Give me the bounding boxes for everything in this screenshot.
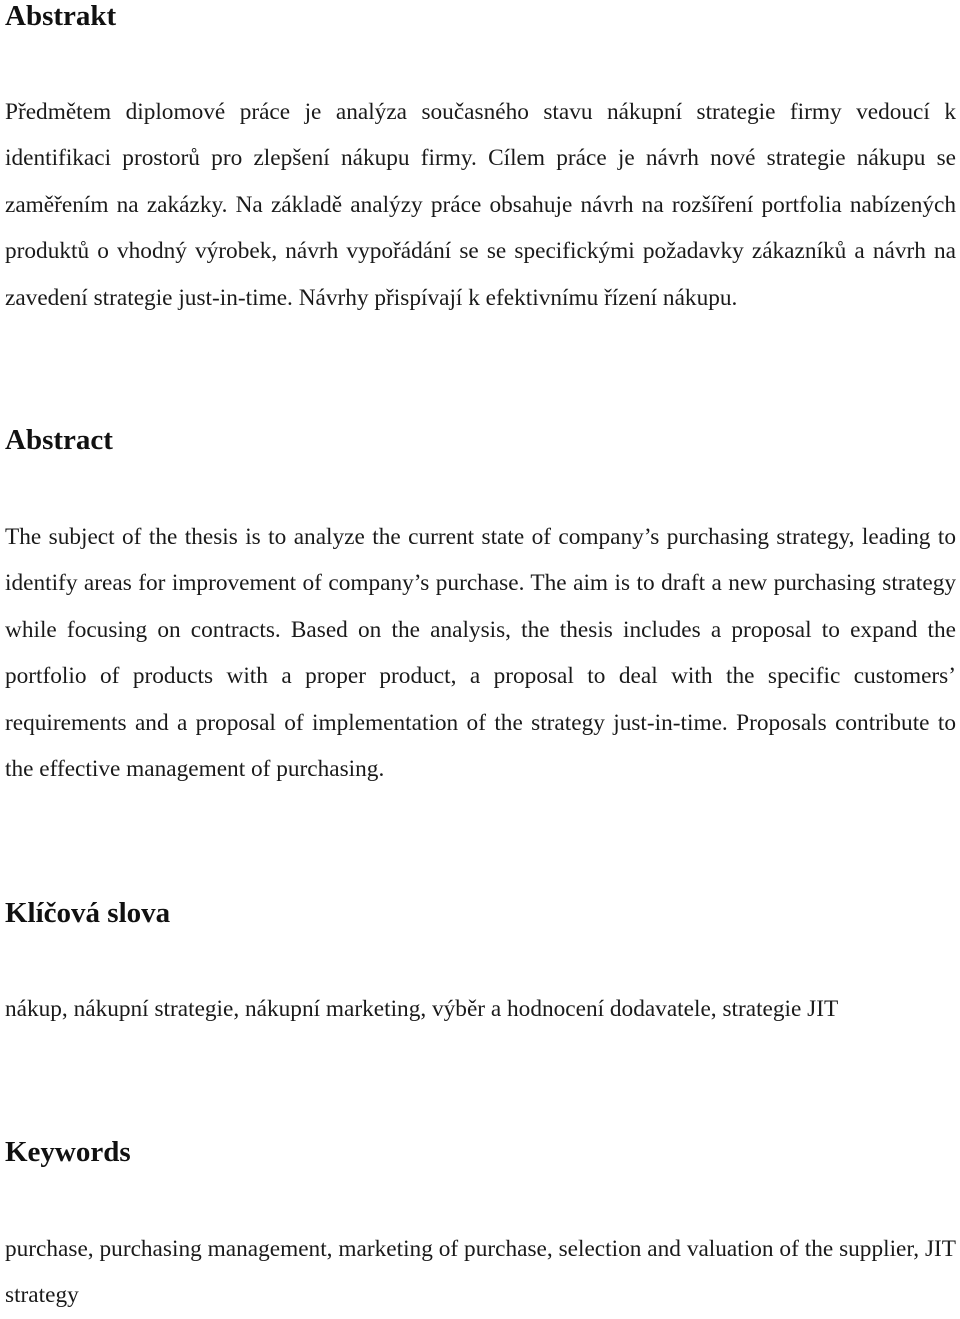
klicova-slova-paragraph: nákup, nákupní strategie, nákupní marketing, výběr a hodnocení dodavatele, strategie JIT bbox=[5, 996, 839, 1022]
keywords-paragraph: purchase, purchasing management, marketing of purchase, selection and valuation of the supplier, JIT strategy bbox=[5, 1236, 956, 1309]
keywords-heading: Keywords bbox=[5, 1136, 131, 1168]
abstract-heading: Abstract bbox=[5, 424, 113, 456]
abstrakt-heading: Abstrakt bbox=[5, 0, 117, 32]
abstract-paragraph: The subject of the thesis is to analyze the current state of company’s purchasing strategy, leading to identify areas for improvement of company’s purchase. The aim is to draft a new purchasing strategy while focusing on contracts. Based on the analysis, the thesis includes a proposal to expand the portfolio of products with a proper product, a proposal to deal with the specific customers’ requirements and a proposal of implementation of the strategy just-in-time. Proposals contribute to the effective management of purchasing. bbox=[5, 524, 956, 783]
klicova-slova-heading: Klíčová slova bbox=[5, 897, 171, 929]
abstrakt-paragraph: Předmětem diplomové práce je analýza současného stavu nákupní strategie firmy vedoucí k identifikaci prostorů pro zlepšení nákupu firmy. Cílem práce je návrh nové strategie nákupu se zaměřením na zakázky. Na základě analýzy práce obsahuje návrh na rozšíření portfolia nabízených produktů o vhodný výrobek, návrh vypořádání se se specifickými požadavky zákazníků a návrh na zavedení strategie just-in-time. Návrhy přispívají k efektivnímu řízení nákupu. bbox=[5, 99, 956, 311]
